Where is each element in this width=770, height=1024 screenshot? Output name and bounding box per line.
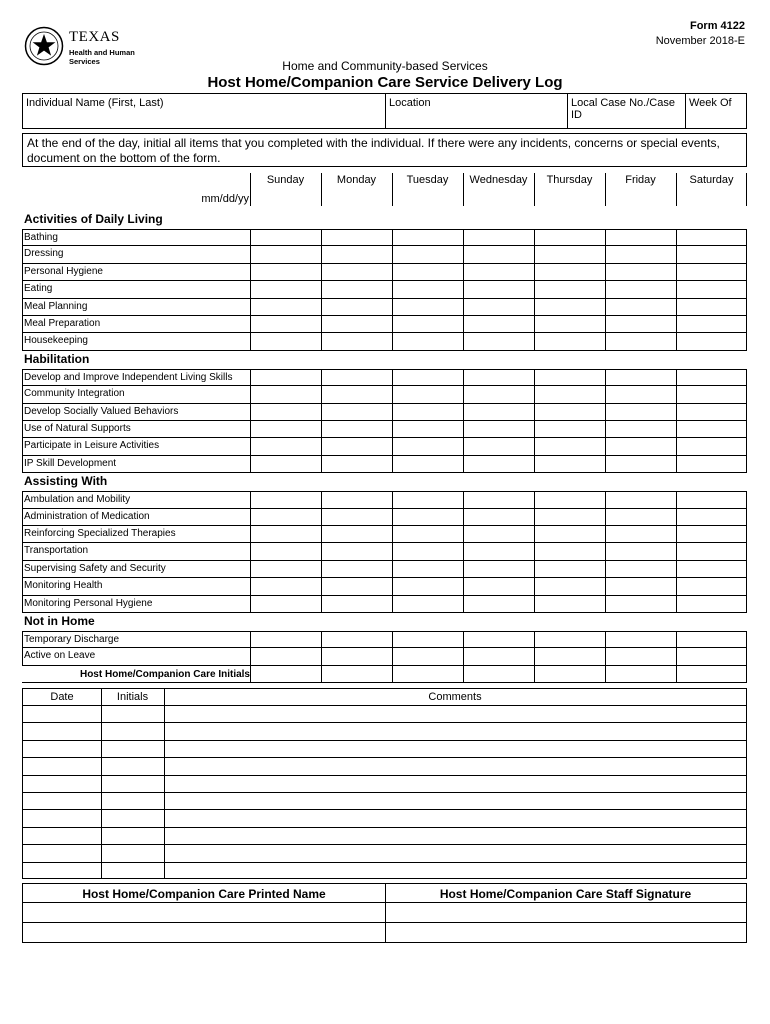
initial-cell[interactable] <box>463 596 535 612</box>
comment-date-field[interactable] <box>23 741 101 757</box>
initial-cell[interactable] <box>676 404 748 420</box>
initial-cell[interactable] <box>676 230 748 245</box>
comment-initials-field[interactable] <box>102 706 164 722</box>
initial-cell[interactable] <box>534 509 606 525</box>
activity-row <box>22 246 747 263</box>
initial-cell[interactable] <box>392 370 464 385</box>
activity-label: Monitoring Health <box>24 580 103 592</box>
day-header: Monday <box>336 174 377 186</box>
initial-cell[interactable] <box>321 421 393 437</box>
initial-cell[interactable] <box>250 333 322 349</box>
initial-cell[interactable] <box>321 596 393 612</box>
initial-cell[interactable] <box>605 333 677 349</box>
activity-label: Administration of Medication <box>24 510 150 522</box>
initial-cell[interactable] <box>321 492 393 507</box>
initial-cell[interactable] <box>321 333 393 349</box>
initial-cell[interactable] <box>250 578 322 594</box>
initial-cell[interactable] <box>250 246 322 262</box>
initial-cell[interactable] <box>605 509 677 525</box>
comment-date-field[interactable] <box>23 758 101 774</box>
initial-cell[interactable] <box>676 648 748 664</box>
comment-date-field[interactable] <box>23 723 101 739</box>
day-header: Tuesday <box>406 174 449 186</box>
initial-cell[interactable] <box>392 246 464 262</box>
initial-cell[interactable] <box>250 596 322 612</box>
initial-cell[interactable] <box>321 456 393 472</box>
initial-cell[interactable] <box>321 578 393 594</box>
activity-label: Temporary Discharge <box>24 634 120 645</box>
activity-label: Monitoring Personal Hygiene <box>24 597 153 609</box>
comment-date-field[interactable] <box>23 776 101 792</box>
activity-row <box>22 648 747 665</box>
comment-initials-field[interactable] <box>102 723 164 739</box>
initial-cell[interactable] <box>463 578 535 594</box>
initial-cell[interactable] <box>676 281 748 297</box>
initial-cell[interactable] <box>321 543 393 559</box>
initial-cell[interactable] <box>392 526 464 542</box>
initial-cell[interactable] <box>250 543 322 559</box>
activity-label: Use of Natural Supports <box>24 422 131 434</box>
initial-cell[interactable] <box>321 438 393 454</box>
initial-cell[interactable] <box>463 421 535 437</box>
initial-cell[interactable] <box>534 333 606 349</box>
initial-cell[interactable] <box>392 230 464 245</box>
initial-cell[interactable] <box>321 386 393 402</box>
signature-table <box>22 883 747 943</box>
form-number: Form 4122 <box>689 20 745 32</box>
initial-cell[interactable] <box>250 632 322 647</box>
initial-cell[interactable] <box>392 421 464 437</box>
activity-row <box>22 596 747 613</box>
initial-cell[interactable] <box>463 230 535 245</box>
comment-date-field[interactable] <box>23 828 101 844</box>
initial-cell[interactable] <box>392 648 464 664</box>
initial-cell[interactable] <box>676 509 748 525</box>
initial-cell[interactable] <box>605 632 677 647</box>
initial-cell[interactable] <box>534 543 606 559</box>
staff-signature-field[interactable] <box>386 923 746 942</box>
initial-cell[interactable] <box>534 492 606 507</box>
initials-label: Host Home/Companion Care Initials <box>79 668 250 680</box>
initial-cell[interactable] <box>534 264 606 280</box>
form-revision: November 2018-E <box>655 35 745 47</box>
comment-text-field[interactable] <box>165 706 746 722</box>
initial-cell[interactable] <box>605 246 677 262</box>
initial-cell[interactable] <box>463 648 535 664</box>
initial-cell[interactable] <box>534 632 606 647</box>
daily-initials-cell[interactable] <box>676 666 748 682</box>
date-format-label: mm/dd/yy <box>201 193 249 205</box>
initial-cell[interactable] <box>676 456 748 472</box>
section-grid <box>22 369 747 473</box>
day-header: Sunday <box>266 174 305 186</box>
initial-cell[interactable] <box>463 526 535 542</box>
initial-cell[interactable] <box>463 370 535 385</box>
activity-label: Participate in Leisure Activities <box>24 440 160 452</box>
initial-cell[interactable] <box>676 632 748 647</box>
initial-cell[interactable] <box>463 246 535 262</box>
initial-cell[interactable] <box>534 316 606 332</box>
initial-cell[interactable] <box>534 648 606 664</box>
comment-text-field[interactable] <box>165 758 746 774</box>
initial-cell[interactable] <box>534 246 606 262</box>
initial-cell[interactable] <box>605 596 677 612</box>
daily-initials-cell[interactable] <box>392 666 464 682</box>
initial-cell[interactable] <box>463 299 535 315</box>
initial-cell[interactable] <box>534 386 606 402</box>
day-header: Thursday <box>546 174 593 186</box>
comment-initials-field[interactable] <box>102 776 164 792</box>
day-header: Saturday <box>689 174 734 186</box>
day-header: Friday <box>625 174 656 186</box>
initial-cell[interactable] <box>534 299 606 315</box>
initial-cell[interactable] <box>392 333 464 349</box>
initial-cell[interactable] <box>392 596 464 612</box>
initial-cell[interactable] <box>392 561 464 577</box>
initial-cell[interactable] <box>605 386 677 402</box>
initials-row <box>22 666 747 684</box>
initial-cell[interactable] <box>321 264 393 280</box>
printed-name-field[interactable] <box>23 923 385 942</box>
comment-initials-field[interactable] <box>102 793 164 809</box>
initial-cell[interactable] <box>392 632 464 647</box>
activity-row <box>22 299 747 316</box>
initial-cell[interactable] <box>605 578 677 594</box>
comment-initials-field[interactable] <box>102 828 164 844</box>
initial-cell[interactable] <box>392 386 464 402</box>
activity-label: Bathing <box>24 232 58 243</box>
initial-cell[interactable] <box>605 230 677 245</box>
initial-cell[interactable] <box>463 316 535 332</box>
activity-label: Community Integration <box>24 388 125 400</box>
staff-signature-field[interactable] <box>386 903 746 922</box>
activity-row <box>22 578 747 595</box>
initial-cell[interactable] <box>250 492 322 507</box>
activity-label: Dressing <box>24 248 64 260</box>
case-no-label: Local Case No./Case ID <box>571 97 675 121</box>
page-subtitle: Home and Community-based Services <box>282 59 488 73</box>
initial-cell[interactable] <box>676 386 748 402</box>
activity-label: Personal Hygiene <box>24 265 103 277</box>
initial-cell[interactable] <box>463 333 535 349</box>
initial-cell[interactable] <box>676 561 748 577</box>
initial-cell[interactable] <box>605 404 677 420</box>
activity-label: Reinforcing Specialized Therapies <box>24 527 176 539</box>
individual-name-label: Individual Name (First, Last) <box>26 97 164 109</box>
initial-cell[interactable] <box>321 509 393 525</box>
initial-cell[interactable] <box>392 509 464 525</box>
comment-date-field[interactable] <box>23 706 101 722</box>
initial-cell[interactable] <box>534 561 606 577</box>
location-label: Location <box>389 97 431 109</box>
activity-label: Meal Planning <box>24 300 88 312</box>
activity-label: Eating <box>24 283 53 295</box>
section-grid <box>22 491 747 613</box>
week-of-field[interactable] <box>686 94 746 128</box>
initial-cell[interactable] <box>321 404 393 420</box>
initial-cell[interactable] <box>605 561 677 577</box>
initial-cell[interactable] <box>392 264 464 280</box>
signature-header: Host Home/Companion Care Staff Signature <box>439 887 692 901</box>
comments-initials-header: Initials <box>116 691 149 703</box>
comment-date-field[interactable] <box>23 810 101 826</box>
initial-cell[interactable] <box>250 281 322 297</box>
week-of-label: Week Of <box>689 97 732 109</box>
initial-cell[interactable] <box>321 632 393 647</box>
activity-row <box>22 281 747 298</box>
comment-initials-field[interactable] <box>102 845 164 861</box>
comment-initials-field[interactable] <box>102 741 164 757</box>
initial-cell[interactable] <box>463 264 535 280</box>
section-title: Habilitation <box>24 351 90 366</box>
section-title: Assisting With <box>24 474 108 489</box>
initial-cell[interactable] <box>392 281 464 297</box>
section-grid <box>22 229 747 351</box>
location-field[interactable] <box>386 94 567 128</box>
activity-row <box>22 456 747 473</box>
activity-label: Meal Preparation <box>24 317 101 329</box>
section-grid <box>22 631 747 666</box>
initial-cell[interactable] <box>392 438 464 454</box>
initial-cell[interactable] <box>676 316 748 332</box>
initial-cell[interactable] <box>605 316 677 332</box>
activity-row <box>22 561 747 578</box>
initial-cell[interactable] <box>676 578 748 594</box>
initial-cell[interactable] <box>392 578 464 594</box>
initial-cell[interactable] <box>463 492 535 507</box>
activity-label: Ambulation and Mobility <box>24 494 131 506</box>
comment-date-field[interactable] <box>23 845 101 861</box>
initial-cell[interactable] <box>321 370 393 385</box>
daily-initials-cell[interactable] <box>321 666 393 682</box>
initial-cell[interactable] <box>250 386 322 402</box>
initial-cell[interactable] <box>676 299 748 315</box>
initial-cell[interactable] <box>392 316 464 332</box>
activity-row <box>22 264 747 281</box>
initial-cell[interactable] <box>321 561 393 577</box>
initial-cell[interactable] <box>534 281 606 297</box>
initial-cell[interactable] <box>534 596 606 612</box>
case-no-field[interactable] <box>568 94 685 128</box>
activity-row <box>22 316 747 333</box>
activity-row <box>22 491 747 508</box>
initial-cell[interactable] <box>676 526 748 542</box>
initial-cell[interactable] <box>250 299 322 315</box>
initial-cell[interactable] <box>534 230 606 245</box>
section-title: Activities of Daily Living <box>24 212 163 226</box>
page-title: Host Home/Companion Care Service Delivery Log <box>207 74 563 91</box>
initial-cell[interactable] <box>463 404 535 420</box>
daily-initials-cell[interactable] <box>534 666 606 682</box>
initial-cell[interactable] <box>250 264 322 280</box>
comment-text-field[interactable] <box>165 863 746 879</box>
activity-row <box>22 526 747 543</box>
initial-cell[interactable] <box>321 281 393 297</box>
section-title: Not in Home <box>24 614 95 628</box>
comments-table <box>22 688 747 879</box>
initial-cell[interactable] <box>463 438 535 454</box>
activity-row <box>22 438 747 455</box>
initial-cell[interactable] <box>676 246 748 262</box>
initial-cell[interactable] <box>676 333 748 349</box>
activity-row <box>22 509 747 526</box>
activity-label: Active on Leave <box>24 650 96 662</box>
initial-cell[interactable] <box>676 596 748 612</box>
activity-label: Housekeeping <box>24 335 88 347</box>
day-header: Wednesday <box>469 174 528 186</box>
activity-row <box>22 404 747 421</box>
initial-cell[interactable] <box>605 264 677 280</box>
activity-label: Develop and Improve Independent Living Skills <box>24 371 233 383</box>
initial-cell[interactable] <box>534 438 606 454</box>
agency-sub-line1: Health and Human <box>69 48 135 57</box>
comment-date-field[interactable] <box>23 863 101 879</box>
agency-sub-line2: Services <box>69 57 100 66</box>
initial-cell[interactable] <box>605 370 677 385</box>
daily-initials-cell[interactable] <box>250 666 322 682</box>
initial-cell[interactable] <box>392 299 464 315</box>
initial-cell[interactable] <box>463 543 535 559</box>
initial-cell[interactable] <box>463 632 535 647</box>
initial-cell[interactable] <box>250 648 322 664</box>
comments-header: Comments <box>428 691 482 703</box>
initial-cell[interactable] <box>321 648 393 664</box>
initial-cell[interactable] <box>605 456 677 472</box>
comment-initials-field[interactable] <box>102 810 164 826</box>
activity-row <box>22 369 747 386</box>
initial-cell[interactable] <box>250 438 322 454</box>
initial-cell[interactable] <box>250 509 322 525</box>
printed-name-field[interactable] <box>23 903 385 922</box>
initial-cell[interactable] <box>605 543 677 559</box>
initial-cell[interactable] <box>463 386 535 402</box>
initial-cell[interactable] <box>605 421 677 437</box>
initial-cell[interactable] <box>321 246 393 262</box>
initial-cell[interactable] <box>392 543 464 559</box>
daily-initials-cell[interactable] <box>463 666 535 682</box>
comment-date-field[interactable] <box>23 793 101 809</box>
activity-label: Supervising Safety and Security <box>24 562 166 574</box>
printed-name-header: Host Home/Companion Care Printed Name <box>82 887 326 901</box>
initial-cell[interactable] <box>534 370 606 385</box>
activity-row <box>22 386 747 403</box>
initial-cell[interactable] <box>676 543 748 559</box>
initial-cell[interactable] <box>534 421 606 437</box>
initial-cell[interactable] <box>534 578 606 594</box>
initial-cell[interactable] <box>534 404 606 420</box>
initial-cell[interactable] <box>463 281 535 297</box>
initial-cell[interactable] <box>321 299 393 315</box>
header-fields <box>22 93 747 129</box>
comment-text-field[interactable] <box>165 723 746 739</box>
initial-cell[interactable] <box>250 561 322 577</box>
initial-cell[interactable] <box>250 370 322 385</box>
activity-row <box>22 421 747 438</box>
initial-cell[interactable] <box>463 456 535 472</box>
initial-cell[interactable] <box>392 456 464 472</box>
initial-cell[interactable] <box>605 281 677 297</box>
comments-date-header: Date <box>50 691 74 703</box>
individual-name-field[interactable] <box>23 94 385 128</box>
initial-cell[interactable] <box>534 526 606 542</box>
initial-cell[interactable] <box>676 421 748 437</box>
initial-cell[interactable] <box>250 421 322 437</box>
initial-cell[interactable] <box>392 404 464 420</box>
initial-cell[interactable] <box>463 561 535 577</box>
activity-label: IP Skill Development <box>24 457 117 469</box>
initial-cell[interactable] <box>676 492 748 507</box>
initial-cell[interactable] <box>463 509 535 525</box>
comment-text-field[interactable] <box>165 793 746 809</box>
initial-cell[interactable] <box>605 526 677 542</box>
activity-row <box>22 631 747 648</box>
initial-cell[interactable] <box>605 299 677 315</box>
initial-cell[interactable] <box>250 526 322 542</box>
agency-name: TEXAS <box>69 29 120 45</box>
comment-text-field[interactable] <box>165 776 746 792</box>
comment-initials-field[interactable] <box>102 863 164 879</box>
initial-cell[interactable] <box>676 438 748 454</box>
initial-cell[interactable] <box>250 404 322 420</box>
initial-cell[interactable] <box>605 648 677 664</box>
comment-text-field[interactable] <box>165 741 746 757</box>
comment-text-field[interactable] <box>165 845 746 861</box>
activity-label: Develop Socially Valued Behaviors <box>24 405 179 417</box>
comment-text-field[interactable] <box>165 810 746 826</box>
comment-initials-field[interactable] <box>102 758 164 774</box>
initial-cell[interactable] <box>250 456 322 472</box>
initial-cell[interactable] <box>676 264 748 280</box>
initial-cell[interactable] <box>605 438 677 454</box>
activity-row <box>22 333 747 350</box>
activity-row <box>22 543 747 560</box>
daily-initials-cell[interactable] <box>605 666 677 682</box>
activity-row <box>22 229 747 246</box>
initial-cell[interactable] <box>392 492 464 507</box>
comment-text-field[interactable] <box>165 828 746 844</box>
instructions: At the end of the day, initial all items that you completed with the individual. If there were any incidents, concerns or special events, document on the bottom of the form. <box>22 133 747 167</box>
initial-cell[interactable] <box>534 456 606 472</box>
initial-cell[interactable] <box>676 370 748 385</box>
initial-cell[interactable] <box>321 316 393 332</box>
initial-cell[interactable] <box>321 230 393 245</box>
activity-label: Transportation <box>24 545 89 557</box>
initial-cell[interactable] <box>250 316 322 332</box>
initial-cell[interactable] <box>321 526 393 542</box>
initial-cell[interactable] <box>605 492 677 507</box>
initial-cell[interactable] <box>250 230 322 245</box>
